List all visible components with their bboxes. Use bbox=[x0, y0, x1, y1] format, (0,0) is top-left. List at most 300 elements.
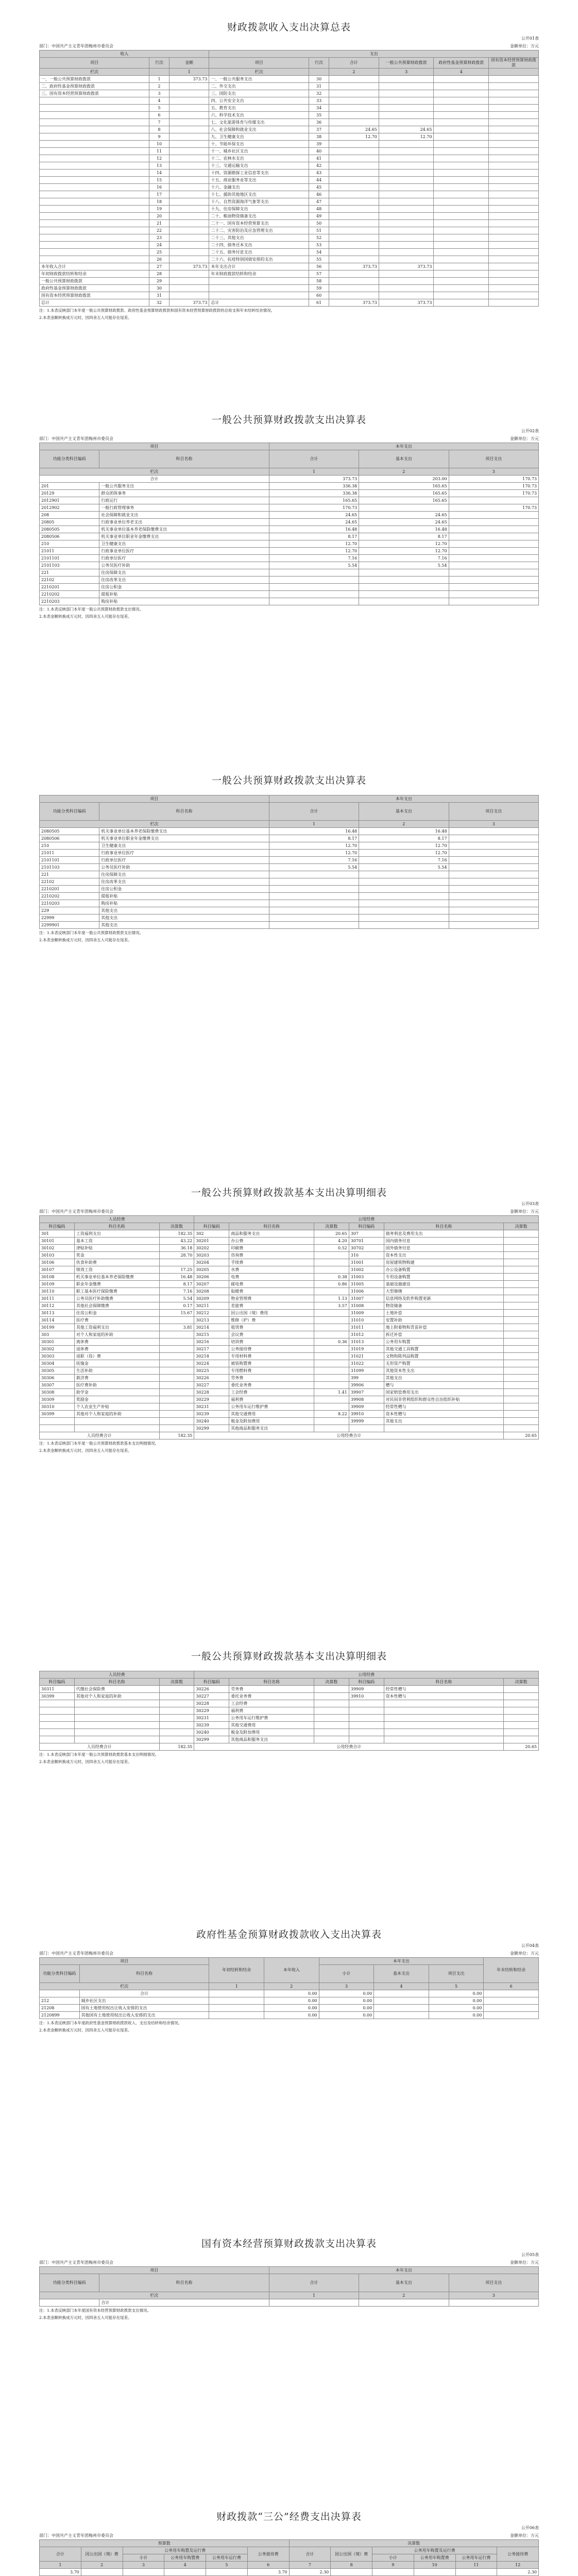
table-row bbox=[40, 548, 539, 555]
expense-state-capital bbox=[489, 177, 539, 184]
table-row bbox=[40, 2005, 539, 2012]
income-row-no: 11 bbox=[149, 148, 169, 155]
income-item bbox=[40, 249, 149, 256]
person-amount: 17.25 bbox=[159, 1266, 194, 1274]
project-amount bbox=[449, 598, 538, 605]
table-row bbox=[40, 1274, 539, 1281]
person-amount: 15.67 bbox=[159, 1310, 194, 1317]
person-code: 30308 bbox=[40, 1389, 75, 1396]
public-name: 公务接待费 bbox=[229, 1346, 314, 1353]
income-amount bbox=[169, 285, 209, 292]
income-row-no: 3 bbox=[149, 90, 169, 97]
person-name: 个人农业生产补贴 bbox=[74, 1403, 159, 1411]
column-number: 7 bbox=[289, 2562, 331, 2569]
income-item bbox=[40, 184, 149, 191]
income-item bbox=[40, 126, 149, 133]
table-row bbox=[40, 1418, 539, 1425]
public-code: 30216 bbox=[194, 1338, 229, 1346]
basic-amount bbox=[359, 907, 449, 914]
expense-row-no: 56 bbox=[309, 263, 329, 270]
expense-state-capital bbox=[489, 220, 539, 227]
total-amount bbox=[269, 598, 359, 605]
basic-amount: 7.16 bbox=[359, 857, 449, 864]
income-row-no: 30 bbox=[149, 285, 169, 292]
income-amount: 373.73 bbox=[169, 263, 209, 270]
income-item: 一、一般公共预算财政拨款 bbox=[40, 76, 149, 83]
subject-code: 2080505 bbox=[40, 526, 99, 533]
person-amount bbox=[159, 1382, 194, 1389]
income-row-no: 8 bbox=[149, 126, 169, 133]
expense-gov-fund bbox=[434, 184, 489, 191]
public-amount bbox=[314, 1346, 349, 1353]
project-amount bbox=[449, 555, 538, 562]
expense-general bbox=[379, 278, 434, 285]
expense-row-no: 61 bbox=[309, 299, 329, 307]
subject-code: 210 bbox=[40, 842, 99, 850]
expense-general bbox=[379, 170, 434, 177]
section-gov-fund: 政府性基金预算财政拨款收入支出决算表 公开04表 部门：中国共产主义青年团梅州市委员会 金额单位：万元 项目 年初结转和结余 本年收入 本年支出 年末结转和结余 功能分类科目编码 科目名称 小计 基本支出 项目支出 栏次 1 2 3 4 5 6 合计 0.00 0.00 0.00 212 城乡社区支出 0.00 0.00 0.00 21208 国有土地使用权出让收入安排的支出 0.00 0.00 0.00 2120899 其他国有土地使用权出让收入安排的支出 0.00 0.00 0.00 注：1.本表反映部门本年度政府性基金预算财政拨款收入、支出及结转和结余情况。 2.本表金额转换成万元时，因四舍五入可能存在尾差。 bbox=[39, 1929, 539, 2032]
public-name: 其他资本性支出 bbox=[384, 1367, 504, 1375]
expense-gov-fund bbox=[434, 299, 489, 307]
expense-general bbox=[379, 155, 434, 162]
project-amount bbox=[449, 828, 538, 835]
basic-amount: 24.65 bbox=[359, 519, 449, 526]
person-amount bbox=[159, 1722, 194, 1729]
basic-amount: 12.70 bbox=[359, 850, 449, 857]
public-code: 30204 bbox=[194, 1259, 229, 1266]
public-code: 30224 bbox=[194, 1360, 229, 1367]
public-name: 其他交通工具购置 bbox=[384, 1346, 504, 1353]
public-amount bbox=[504, 1317, 539, 1324]
public-amount bbox=[314, 1686, 349, 1693]
subject-code: 2080505 bbox=[40, 828, 99, 835]
expense-state-capital bbox=[489, 105, 539, 112]
person-amount: 28.70 bbox=[159, 1252, 194, 1259]
table-row bbox=[40, 1324, 539, 1331]
public-code bbox=[349, 1425, 384, 1432]
public-name bbox=[384, 1707, 504, 1715]
table-row bbox=[40, 1252, 539, 1259]
public-amount bbox=[314, 1396, 349, 1403]
section-general-expense: 一般公共预算财政拨款支出决算表 公开02表 部门：中国共产主义青年团梅州市委员会 金额单位：万元 项目 本年支出 功能分类科目编码 科目名称 合计 基本支出 项目支出 栏次 1 2 3 合计 373.73 203.00 170.73 201 一般公共服务支出 336.38 165.65 170.73 20129 群众团体事务 336.38 165.65 170.73 2012901 行政运行 165.65 165.65 2012902 一般行政管理事务 170.73 170.73 208 社会保障和就业支出 24.65 24.65 20805 行政事业单位养老支出 24.65 24.65 2080505 机关事业单位基本养老保险缴费支出 16.48 16.48 2080506 机关事业单位职业年金缴费支出 8.17 8.17 210 卫生健康支出 12.70 12.70 21011 行政事业单位医疗 12.70 12.70 2101101 行政单位医疗 7.16 7.16 2101103 公务员医疗补助 5.54 5.54 221 住房保障支出 22102 住房改革支出 2210201 住房公积金 2210202 提租补贴 2210203 购房补贴 注：1.本表反映部门本年度一般公共预算财政拨款支出情况。 2.本表金额转换成万元时，因四舍五入可能存在尾差。 bbox=[0, 402, 578, 762]
project-amount bbox=[449, 512, 538, 519]
public-name bbox=[384, 1729, 504, 1736]
person-name bbox=[74, 1418, 159, 1425]
income-row-no: 5 bbox=[149, 105, 169, 112]
expense-item: 十八、自然资源海洋气象等支出 bbox=[209, 198, 309, 206]
expense-general bbox=[379, 83, 434, 90]
person-amount: 5.54 bbox=[159, 1295, 194, 1302]
public-code: 39906 bbox=[349, 1382, 384, 1389]
total-amount bbox=[269, 591, 359, 598]
table-row bbox=[40, 148, 539, 155]
expense-gov-fund bbox=[434, 191, 489, 198]
basic-amount bbox=[359, 922, 449, 929]
person-name bbox=[74, 1736, 159, 1743]
expense-state-capital bbox=[489, 112, 539, 119]
subject-name: 机关事业单位职业年金缴费支出 bbox=[99, 835, 269, 842]
public-name: 其他商品和服务支出 bbox=[229, 1736, 314, 1743]
expense-total bbox=[329, 83, 379, 90]
public-code: 39999 bbox=[349, 1418, 384, 1425]
begin-balance bbox=[209, 1990, 264, 1997]
table-row bbox=[40, 184, 539, 191]
table-row bbox=[40, 2299, 539, 2307]
table-row bbox=[40, 112, 539, 119]
expense-total bbox=[329, 227, 379, 234]
expense-total bbox=[329, 270, 379, 278]
income-amount: 373.73 bbox=[169, 299, 209, 307]
table-row bbox=[40, 1346, 539, 1353]
table-row bbox=[40, 591, 539, 598]
person-name: 离休费 bbox=[74, 1338, 159, 1346]
expense-total bbox=[329, 242, 379, 249]
person-code: 30111 bbox=[40, 1295, 75, 1302]
project-amount bbox=[449, 591, 538, 598]
person-code: 30107 bbox=[40, 1266, 75, 1274]
expense-state-capital bbox=[489, 191, 539, 198]
public-code: 30203 bbox=[194, 1252, 229, 1259]
person-name: 基本工资 bbox=[74, 1238, 159, 1245]
person-code bbox=[40, 1700, 75, 1707]
expense-gov-fund bbox=[434, 162, 489, 170]
subject-name: 一般公共服务支出 bbox=[99, 483, 269, 490]
person-code bbox=[40, 1715, 75, 1722]
expense-item: 十四、资源勘探工业信息等支出 bbox=[209, 170, 309, 177]
expense-state-capital bbox=[489, 184, 539, 191]
expense-general: 24.65 bbox=[379, 126, 434, 133]
expense-row-no: 40 bbox=[309, 148, 329, 155]
public-amount bbox=[504, 1274, 539, 1281]
col-project: 项目 bbox=[40, 58, 149, 69]
column-number: 8 bbox=[331, 2562, 372, 2569]
income-item: 年初财政拨款结转和结余 bbox=[40, 270, 149, 278]
income-item bbox=[40, 220, 149, 227]
expense-total bbox=[329, 292, 379, 299]
income-item: 总计 bbox=[40, 299, 149, 307]
public-code: 30227 bbox=[194, 1382, 229, 1389]
project-amount bbox=[449, 914, 538, 922]
subject-code: 2210201 bbox=[40, 886, 99, 893]
project-amount: 170.73 bbox=[449, 504, 538, 512]
subject-name: 公务员医疗补助 bbox=[99, 562, 269, 569]
expense-state-capital bbox=[489, 242, 539, 249]
income-amount bbox=[169, 97, 209, 105]
expense-total bbox=[329, 90, 379, 97]
table-row bbox=[40, 292, 539, 299]
expense-item: 十二、农林水支出 bbox=[209, 155, 309, 162]
person-code: 30114 bbox=[40, 1317, 75, 1324]
public-name: 物业管理费 bbox=[229, 1295, 314, 1302]
total-amount bbox=[269, 907, 359, 914]
expense-state-capital bbox=[489, 162, 539, 170]
income-amount bbox=[169, 148, 209, 155]
table-row bbox=[40, 1693, 539, 1700]
income-row-no: 6 bbox=[149, 112, 169, 119]
expense-total bbox=[329, 285, 379, 292]
public-amount bbox=[504, 1382, 539, 1389]
expense-item: 一、一般公共服务支出 bbox=[209, 76, 309, 83]
income-row-no: 9 bbox=[149, 133, 169, 141]
income-amount bbox=[169, 162, 209, 170]
public-amount bbox=[314, 1715, 349, 1722]
section-state-capital: 国有资本经营预算财政拨款支出决算表 公开05表 部门：中国共产主义青年团梅州市委员会 金额单位：万元 项目 本年支出 功能分类科目编码 科目名称 合计 基本支出 项目支出 栏次 1 2 3 合计 注：1.本表反映部门本年度国有资本经营预算财政拨款支出情况。 2.本表金额转换成万元时，因四舍五入可能存在尾差。 bbox=[39, 2238, 539, 2320]
income-header: 收入 bbox=[40, 50, 209, 58]
table-row bbox=[40, 519, 539, 526]
public-name: 文物和陈列品购置 bbox=[384, 1353, 504, 1360]
income-item bbox=[40, 155, 149, 162]
basic-amount bbox=[359, 878, 449, 886]
total-amount bbox=[269, 2299, 359, 2307]
basic-amount: 12.70 bbox=[359, 540, 449, 548]
person-amount bbox=[159, 1707, 194, 1715]
table-row bbox=[40, 1245, 539, 1252]
public-amount bbox=[314, 1353, 349, 1360]
expense-subtotal: 0.00 bbox=[319, 2005, 374, 2012]
expense-general bbox=[379, 112, 434, 119]
public-amount bbox=[314, 1375, 349, 1382]
public-amount bbox=[314, 1736, 349, 1743]
person-code: 30102 bbox=[40, 1245, 75, 1252]
subject-code: 20129 bbox=[40, 490, 99, 497]
three-public-value bbox=[81, 2569, 123, 2576]
public-name: 信息网络及软件购置更新 bbox=[384, 1295, 504, 1302]
public-code: 30225 bbox=[194, 1367, 229, 1375]
project-amount: 0.00 bbox=[429, 1997, 484, 2005]
subject-code: 2210202 bbox=[40, 893, 99, 900]
subject-code: 2101103 bbox=[40, 562, 99, 569]
income-row-no: 4 bbox=[149, 97, 169, 105]
expense-state-capital bbox=[489, 83, 539, 90]
income-item: 国有资本经营预算财政拨款 bbox=[40, 292, 149, 299]
table-row bbox=[40, 119, 539, 126]
expense-row-no: 31 bbox=[309, 83, 329, 90]
public-name: 其他交通费用 bbox=[229, 1411, 314, 1418]
person-amount: 43.22 bbox=[159, 1238, 194, 1245]
person-name: 退休费 bbox=[74, 1346, 159, 1353]
project-amount bbox=[449, 850, 538, 857]
project-amount bbox=[449, 533, 538, 540]
expense-item: 二十五、债务付息支出 bbox=[209, 249, 309, 256]
table-row bbox=[40, 155, 539, 162]
public-name: 拆迁补偿 bbox=[384, 1331, 504, 1338]
subject-code: 229 bbox=[40, 907, 99, 914]
expense-state-capital bbox=[489, 234, 539, 242]
public-amount bbox=[504, 1259, 539, 1266]
expense-gov-fund bbox=[434, 285, 489, 292]
expense-general: 373.73 bbox=[379, 299, 434, 307]
expense-gov-fund bbox=[434, 170, 489, 177]
person-name: 其他对个人和家庭的补助 bbox=[74, 1693, 159, 1700]
subject-name: 购房补贴 bbox=[99, 900, 269, 907]
public-code: 30212 bbox=[194, 1310, 229, 1317]
public-name: 土地补偿 bbox=[384, 1310, 504, 1317]
person-name: 生活补助 bbox=[74, 1367, 159, 1375]
subject-name: 机关事业单位基本养老保险缴费支出 bbox=[99, 828, 269, 835]
basic-amount bbox=[359, 504, 449, 512]
three-public-value bbox=[372, 2569, 414, 2576]
expense-gov-fund bbox=[434, 133, 489, 141]
table-row bbox=[40, 1360, 539, 1367]
expense-gov-fund bbox=[434, 76, 489, 83]
expense-state-capital bbox=[489, 76, 539, 83]
expense-total bbox=[329, 155, 379, 162]
public-code: 31022 bbox=[349, 1360, 384, 1367]
public-code: 30231 bbox=[194, 1715, 229, 1722]
project-amount bbox=[449, 922, 538, 929]
income-row-no: 28 bbox=[149, 270, 169, 278]
expense-total bbox=[329, 76, 379, 83]
public-name: 其他支出 bbox=[384, 1418, 504, 1425]
person-amount bbox=[159, 1389, 194, 1396]
table-row bbox=[40, 900, 539, 907]
year-income: 0.00 bbox=[264, 1997, 319, 2005]
subject-name: 社会保障和就业支出 bbox=[99, 512, 269, 519]
table-row bbox=[40, 83, 539, 90]
subject-code: 2012902 bbox=[40, 504, 99, 512]
table-row bbox=[40, 1310, 539, 1317]
income-row-no: 7 bbox=[149, 119, 169, 126]
public-amount bbox=[314, 1266, 349, 1274]
expense-row-no: 60 bbox=[309, 292, 329, 299]
table-row bbox=[40, 871, 539, 878]
subject-name: 公务员医疗补助 bbox=[99, 864, 269, 871]
table-row bbox=[40, 270, 539, 278]
income-amount bbox=[169, 234, 209, 242]
total-amount: 12.70 bbox=[269, 850, 359, 857]
table-row bbox=[40, 577, 539, 584]
person-amount bbox=[159, 1411, 194, 1418]
expense-gov-fund bbox=[434, 263, 489, 270]
income-item bbox=[40, 170, 149, 177]
public-code: 31006 bbox=[349, 1288, 384, 1295]
total-amount bbox=[269, 878, 359, 886]
three-public-value bbox=[164, 2569, 206, 2576]
total-amount: 12.70 bbox=[269, 842, 359, 850]
income-amount bbox=[169, 220, 209, 227]
income-item bbox=[40, 105, 149, 112]
column-number: 3 bbox=[123, 2562, 164, 2569]
column-number: 11 bbox=[455, 2562, 497, 2569]
public-name: 经常性赠与 bbox=[384, 1403, 504, 1411]
person-amount bbox=[159, 1700, 194, 1707]
public-code: 30213 bbox=[194, 1317, 229, 1324]
public-name: 税金及附加费用 bbox=[229, 1729, 314, 1736]
project-amount bbox=[449, 497, 538, 504]
project-amount bbox=[449, 2299, 538, 2307]
public-name: 债务利息及费用支出 bbox=[384, 1230, 504, 1238]
table-row bbox=[40, 886, 539, 893]
public-name: 福利费 bbox=[229, 1707, 314, 1715]
total-amount: 12.70 bbox=[269, 540, 359, 548]
public-name: 福利费 bbox=[229, 1396, 314, 1403]
person-code: 30302 bbox=[40, 1346, 75, 1353]
income-item bbox=[40, 256, 149, 263]
table-row bbox=[40, 285, 539, 292]
expense-state-capital bbox=[489, 198, 539, 206]
subject-code: 2210202 bbox=[40, 591, 99, 598]
expense-gov-fund bbox=[434, 220, 489, 227]
income-item bbox=[40, 227, 149, 234]
expense-gov-fund bbox=[434, 141, 489, 148]
subject-code bbox=[40, 2299, 99, 2307]
public-name: 专用燃料费 bbox=[229, 1367, 314, 1375]
table-row bbox=[40, 864, 539, 871]
person-amount bbox=[159, 1686, 194, 1693]
expense-gov-fund bbox=[434, 234, 489, 242]
public-code bbox=[349, 1722, 384, 1729]
subject-name: 机关事业单位职业年金缴费支出 bbox=[99, 533, 269, 540]
public-code: 30239 bbox=[194, 1411, 229, 1418]
person-code: 30301 bbox=[40, 1338, 75, 1346]
expense-item: 七、文化旅游体育与传媒支出 bbox=[209, 119, 309, 126]
person-code bbox=[40, 1729, 75, 1736]
public-name bbox=[384, 1722, 504, 1729]
person-amount bbox=[159, 1360, 194, 1367]
person-code: 30199 bbox=[40, 1324, 75, 1331]
public-name: 水费 bbox=[229, 1266, 314, 1274]
income-amount bbox=[169, 90, 209, 97]
expense-item: 本年支出合计 bbox=[209, 263, 309, 270]
public-amount: 0.86 bbox=[314, 1281, 349, 1288]
table-row bbox=[40, 1389, 539, 1396]
table-row bbox=[40, 263, 539, 270]
public-code: 30228 bbox=[194, 1700, 229, 1707]
basic-amount bbox=[359, 893, 449, 900]
public-name: 安置补助 bbox=[384, 1317, 504, 1324]
income-amount bbox=[169, 249, 209, 256]
public-amount bbox=[504, 1295, 539, 1302]
subject-code: 22999 bbox=[40, 914, 99, 922]
public-code bbox=[349, 1736, 384, 1743]
expense-row-no: 39 bbox=[309, 141, 329, 148]
basic-amount bbox=[359, 2299, 449, 2307]
expense-gov-fund bbox=[434, 105, 489, 112]
person-amount bbox=[159, 1353, 194, 1360]
public-name: 工会经费 bbox=[229, 1700, 314, 1707]
total-amount: 8.17 bbox=[269, 533, 359, 540]
expense-item: 三、国防支出 bbox=[209, 90, 309, 97]
table-row bbox=[40, 562, 539, 569]
expense-state-capital bbox=[489, 141, 539, 148]
income-amount bbox=[169, 126, 209, 133]
public-code: 30214 bbox=[194, 1324, 229, 1331]
expense-total bbox=[329, 112, 379, 119]
subject-code: 2080506 bbox=[40, 533, 99, 540]
person-amount bbox=[159, 1259, 194, 1266]
expense-state-capital bbox=[489, 249, 539, 256]
person-code: 30309 bbox=[40, 1396, 75, 1403]
expense-row-no: 58 bbox=[309, 278, 329, 285]
person-name: 公务员医疗补助缴费 bbox=[74, 1295, 159, 1302]
person-name: 对个人和家庭的补助 bbox=[74, 1331, 159, 1338]
income-amount bbox=[169, 133, 209, 141]
public-name bbox=[384, 1715, 504, 1722]
public-amount bbox=[504, 1700, 539, 1707]
expense-gov-fund bbox=[434, 119, 489, 126]
basic-detail-table-cont: 人员经费 公用经费 科目编码 科目名称 决算数 科目编码 科目名称 决算数 科目编码 科目名称 决算数 30311 代缴社会保险费 30226 劳务费 39909 经常性赠与 30399 其他对个人和家庭的补助 30227 委托业务费 39910 资本性赠与 30228 工会经费 30229 福利费 30231 公务用车运行维护费 30239 其他交通费用 30240 税金及附加费用 30299 其他商品和服务支出 人员经费合计 182.35 公用经费合计 20.65 bbox=[39, 1671, 539, 1751]
col-total: 合计 bbox=[329, 58, 379, 69]
expense-general bbox=[379, 76, 434, 83]
public-amount bbox=[314, 1418, 349, 1425]
general-expense-table-cont: 项目 本年支出 功能分类科目编码 科目名称 合计 基本支出 项目支出 栏次 1 2 3 2080505 机关事业单位基本养老保险缴费支出 16.48 16.48 2080506 机关事业单位职业年金缴费支出 8.17 8.17 210 卫生健康支出 12.70 12.70 21011 行政事业单位医疗 12.70 12.70 2101101 行政单位医疗 7.16 7.16 2101103 公务员医疗补助 5.54 5.54 221 住房保障支出 22102 住房改革支出 2210201 住房公积金 2210202 提租补贴 2210203 购房补贴 229 其他支出 22999 其他支出 2299901 其他支出 bbox=[39, 795, 539, 929]
subject-name: 行政运行 bbox=[99, 497, 269, 504]
person-name bbox=[74, 1722, 159, 1729]
person-code: 30108 bbox=[40, 1274, 75, 1281]
table-row bbox=[40, 105, 539, 112]
table-row bbox=[40, 162, 539, 170]
person-amount bbox=[159, 1418, 194, 1425]
